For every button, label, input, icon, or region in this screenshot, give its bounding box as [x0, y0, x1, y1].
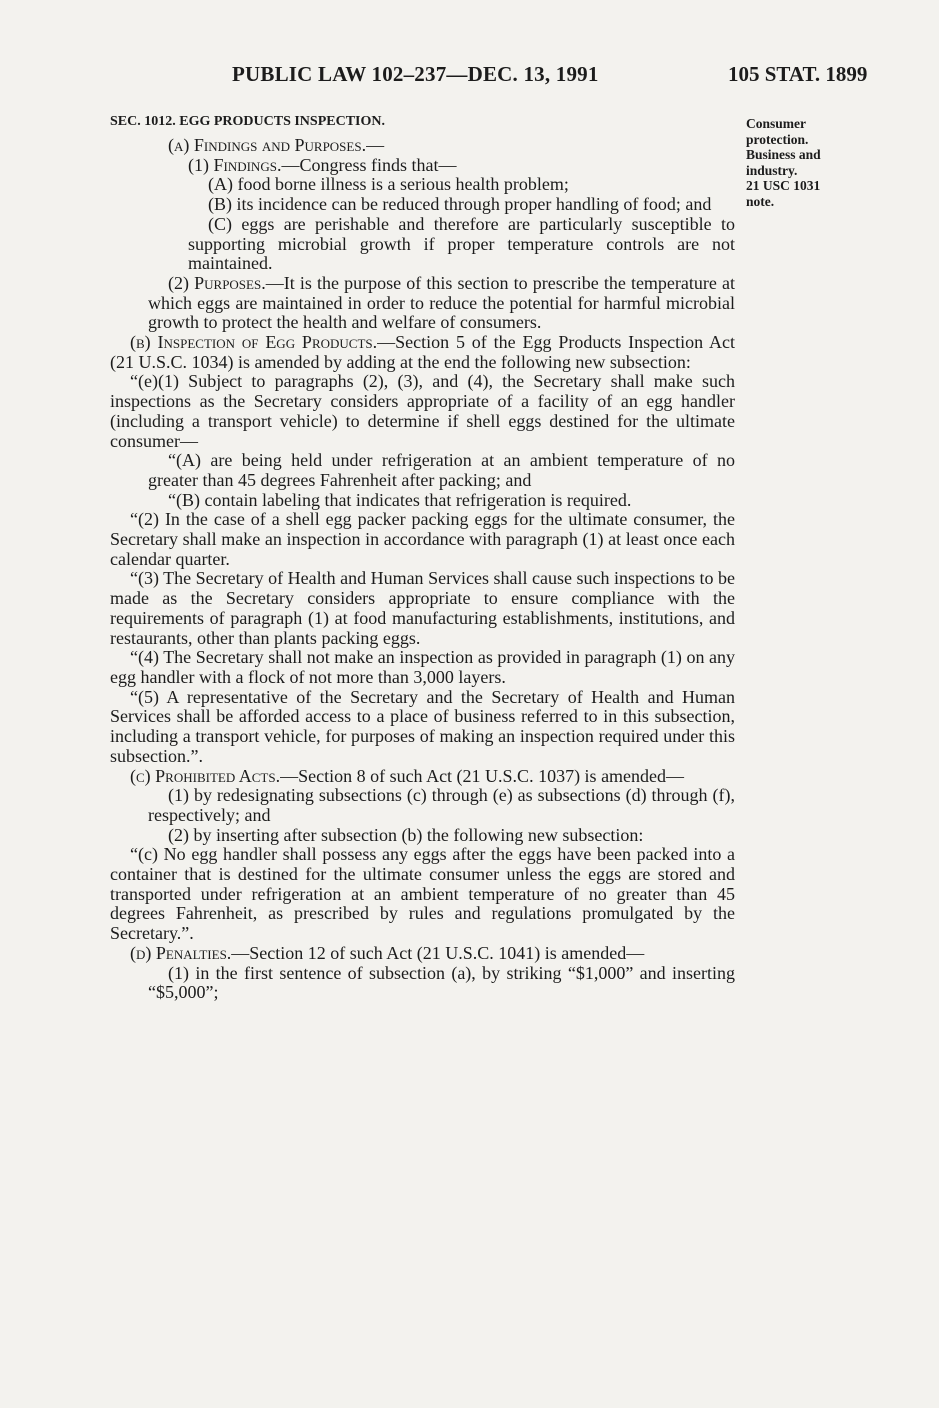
subsection-label: (d) Penalties.: [130, 942, 232, 963]
paragraph-label: (1) Findings.: [188, 154, 282, 175]
section-heading: SEC. 1012. EGG PRODUCTS INSPECTION.: [110, 114, 385, 129]
subsection-c: (c) Prohibited Acts.—Section 8 of such Act (21 U.S.C. 1037) is amended—: [130, 765, 685, 786]
quoted-e3: “(3) The Secretary of Health and Human Services shall cause such inspections to be made as the Secretary considers appropriate to ensure compliance with the requirements of paragraph (1) at food manufacturing establishments, institutions, and restaurants, other than plants packing eggs.: [110, 568, 735, 648]
subsection-d: (d) Penalties.—Section 12 of such Act (21 U.S.C. 1041) is amended—: [130, 942, 645, 963]
margin-note-line: note.: [746, 193, 775, 209]
finding-c: (C) eggs are perishable and therefore are particularly susceptible to supporting microbial growth if proper temperature controls are not maintained.: [188, 213, 735, 274]
finding-b: (B) its incidence can be reduced through proper handling of food; and: [208, 194, 712, 215]
quoted-e1-b: “(B) contain labeling that indicates that refrigeration is required.: [168, 489, 632, 510]
quoted-e5: “(5) A representative of the Secretary and the Secretary of Health and Human Services shall be afforded access to a place of business referred to in this subsection, including a transport vehicle, for purposes of making an inspection required under this subsection.”.: [110, 686, 735, 766]
subsection-b: (b) Inspection of Egg Products.—Section 5 of the Egg Products Inspection Act (21 U.S.C. 1034) is amended by adding at the end the following new subsection:: [110, 332, 735, 372]
running-header-title: PUBLIC LAW 102–237—DEC. 13, 1991: [232, 62, 599, 86]
paragraph-c2: (2) by inserting after subsection (b) the following new subsection:: [168, 824, 644, 845]
margin-note-line: Consumer: [746, 116, 806, 131]
margin-note-line: industry.: [746, 162, 798, 178]
quoted-e1-a: “(A) are being held under refrigeration at an ambient temperature of no greater than 45 degrees Fahrenheit after packing; and: [148, 450, 735, 490]
subsection-label: (a) Findings and Purposes.: [168, 135, 367, 155]
quoted-e2: “(2) In the case of a shell egg packer packing eggs for the ultimate consumer, the Secretary shall make an inspection in accordance with paragraph (1) at least once each calendar quarter.: [110, 509, 735, 569]
subsection-label: (c) Prohibited Acts.: [130, 765, 281, 786]
paragraph-d1: (1) in the first sentence of subsection (a), by striking “$1,000” and inserting “$5,000”;: [148, 962, 735, 1003]
margin-note-line: 21 USC 1031: [746, 178, 821, 193]
quoted-c: “(c) No egg handler shall possess any eggs after the eggs have been packed into a container that is destined for the ultimate consumer unless the eggs are stored and transported under refrigeration at an ambient temperature of no greater than 45 degrees Fahrenheit, as prescribed by rules and regulations promulgated by the Secretary.”.: [110, 844, 735, 944]
page-stat-reference: 105 STAT. 1899: [728, 62, 868, 86]
quoted-e4: “(4) The Secretary shall not make an inspection as provided in paragraph (1) on any egg handler with a flock of not more than 3,000 layers.: [110, 647, 735, 687]
subsection-a-heading: (a) Findings and Purposes.—: [168, 135, 385, 155]
margin-note: [746, 116, 866, 209]
paragraph-c1: (1) by redesignating subsections (c) through (e) as subsections (d) through (f), respectively; and: [148, 785, 735, 825]
paragraph-a2-purposes: (2) Purposes.—It is the purpose of this section to prescribe the temperature at which eggs are maintained in order to reduce the potential for harmful microbial growth to protect the health and welfare of consumers.: [148, 272, 736, 333]
quoted-e1: “(e)(1) Subject to paragraphs (2), (3), and (4), the Secretary shall make such inspections as the Secretary considers appropriate of a facility of an egg handler (including a transport vehicle) to determine if shell eggs destined for the ultimate consumer—: [110, 371, 735, 451]
subsection-label: (b) Inspection of Egg Products.: [130, 332, 378, 353]
statute-body: [110, 112, 735, 1003]
margin-note-line: protection.: [746, 131, 809, 147]
paragraph-a1-findings: (1) Findings.—Congress finds that—: [188, 154, 457, 175]
paragraph-label: (2) Purposes.: [168, 272, 266, 293]
finding-a: (A) food borne illness is a serious health problem;: [208, 174, 569, 195]
margin-note-line: Business and: [746, 147, 821, 162]
